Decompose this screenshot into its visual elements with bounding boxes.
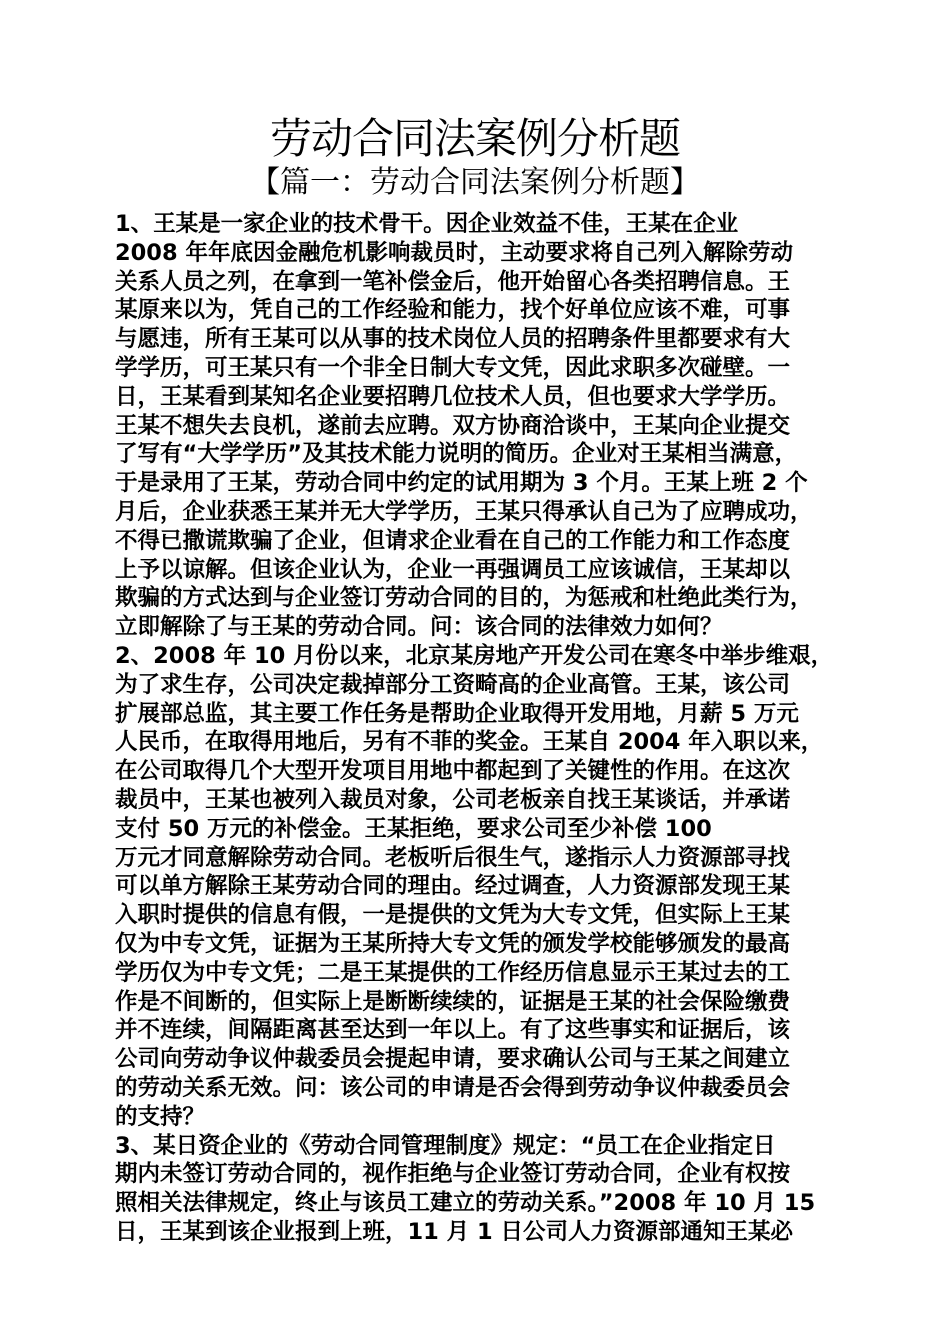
text-line: 裁员中，王某也被列入裁员对象，公司老板亲自找王某谈话，并承诺 xyxy=(115,786,791,813)
text-line: 的劳动关系无效。问：该公司的申请是否会得到劳动争议仲裁委员会 xyxy=(115,1074,791,1101)
document-body xyxy=(115,210,840,1247)
text-line: 并不连续，间隔距离甚至达到一年以上。有了这些事实和证据后，该 xyxy=(115,1017,791,1044)
text-line: 可以单方解除王某劳动合同的理由。经过调查，人力资源部发现王某 xyxy=(115,873,791,900)
text-line: 日，王某看到某知名企业要招聘几位技术人员，但也要求大学学历。 xyxy=(115,383,791,410)
text-line: 王某不想失去良机，遂前去应聘。双方协商洽谈中，王某向企业提交 xyxy=(115,412,791,439)
text-line: 支付 50 万元的补偿金。王某拒绝，要求公司至少补偿 100 xyxy=(115,815,712,842)
text-line: 与愿违，所有王某可以从事的技术岗位人员的招聘条件里都要求有大 xyxy=(115,326,791,353)
text-line: 公司向劳动争议仲裁委员会提起申请，要求确认公司与王某之间建立 xyxy=(115,1046,791,1073)
text-line: 作是不间断的，但实际上是断断续续的，证据是王某的社会保险缴费 xyxy=(115,988,791,1015)
text-line: 了写有“大学学历”及其技术能力说明的简历。企业对王某相当满意， xyxy=(115,441,798,468)
text-line: 某原来以为，凭自己的工作经验和能力，找个好单位应该不难，可事 xyxy=(115,297,791,324)
text-line: 为了求生存，公司决定裁掉部分工资畸高的企业高管。王某，该公司 xyxy=(115,671,791,698)
text-line: 欺骗的方式达到与企业签订劳动合同的目的，为惩戒和杜绝此类行为， xyxy=(115,585,813,612)
document-subtitle: 【篇一：劳动合同法案例分析题】 xyxy=(250,165,700,200)
text-line: 入职时提供的信息有假，一是提供的文凭为大专文凭，但实际上王某 xyxy=(115,902,791,929)
text-line: 上予以谅解。但该企业认为，企业一再强调员工应该诚信，王某却以 xyxy=(115,556,791,583)
text-line: 照相关法律规定，终止与该员工建立的劳动关系。”2008 年 10 月 15 xyxy=(115,1190,816,1217)
text-line: 学学历，可王某只有一个非全日制大专文凭，因此求职多次碰壁。一 xyxy=(115,354,791,381)
text-line: 仅为中专文凭，证据为王某所持大专文凭的颁发学校能够颁发的最高 xyxy=(115,930,791,957)
text-line: 于是录用了王某，劳动合同中约定的试用期为 3 个月。王某上班 2 个 xyxy=(115,470,808,497)
text-line: 不得已撒谎欺骗了企业，但请求企业看在自己的工作能力和工作态度 xyxy=(115,527,791,554)
text-line: 3、某日资企业的《劳动合同管理制度》规定：“员工在企业指定日 xyxy=(115,1132,776,1159)
text-line: 月后，企业获悉王某并无大学学历，王某只得承认自己为了应聘成功， xyxy=(115,498,813,525)
text-line: 立即解除了与王某的劳动合同。问：该合同的法律效力如何？ xyxy=(115,614,723,641)
text-line: 日，王某到该企业报到上班，11 月 1 日公司人力资源部通知王某必 xyxy=(115,1218,793,1245)
text-line: 期内未签订劳动合同的，视作拒绝与企业签订劳动合同，企业有权按 xyxy=(115,1161,791,1188)
document-title: 劳动合同法案例分析题 xyxy=(269,114,680,163)
text-line: 学历仅为中专文凭；二是王某提供的工作经历信息显示王某过去的工 xyxy=(115,959,791,986)
text-line: 2、2008 年 10 月份以来，北京某房地产开发公司在寒冬中举步维艰， xyxy=(115,642,834,669)
text-line: 扩展部总监，其主要工作任务是帮助企业取得开发用地，月薪 5 万元 xyxy=(115,700,799,727)
text-line: 万元才同意解除劳动合同。老板听后很生气，遂指示人力资源部寻找 xyxy=(115,844,791,871)
text-line: 的支持？ xyxy=(115,1103,206,1130)
text-line: 1、王某是一家企业的技术骨干。因企业效益不佳，王某在企业 xyxy=(115,211,739,237)
text-line: 在公司取得几个大型开发项目用地中都起到了关键性的作用。在这次 xyxy=(115,758,791,785)
text-line: 2008 年年底因金融危机影响裁员时，主动要求将自己列入解除劳动 xyxy=(115,239,793,266)
text-line: 人民币，在取得用地后，另有不菲的奖金。王某自 2004 年入职以来， xyxy=(115,729,824,756)
text-line: 关系人员之列，在拿到一笔补偿金后，他开始留心各类招聘信息。王 xyxy=(115,268,791,295)
